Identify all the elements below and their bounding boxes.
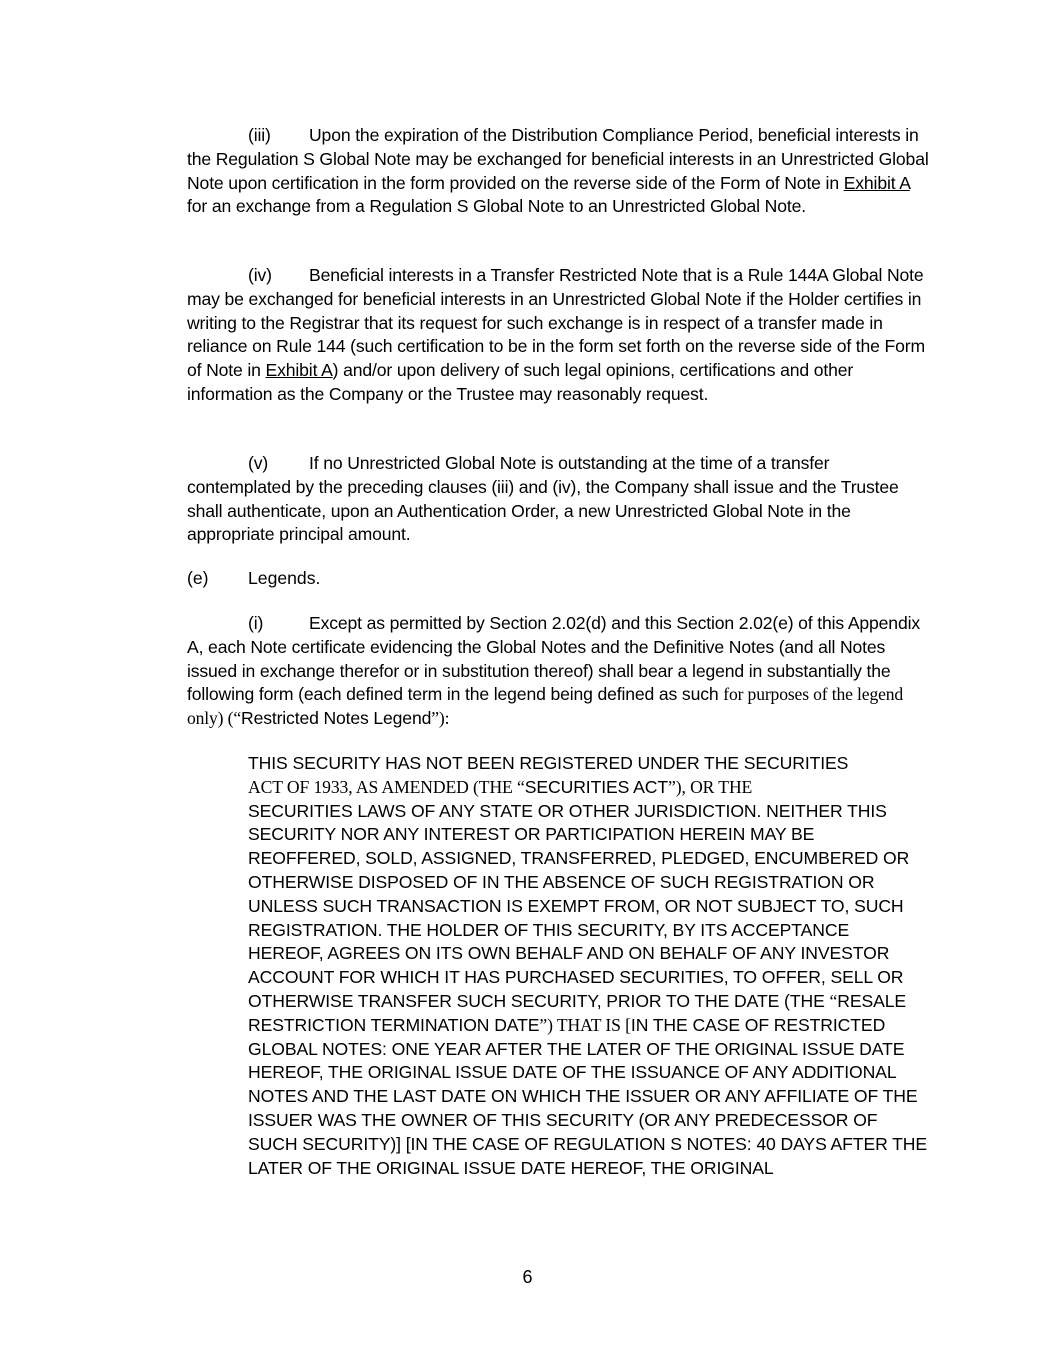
legend-line-2-serif-end: ”), OR THE bbox=[668, 776, 753, 797]
legend-line-2-serif: ACT OF 1933, AS AMENDED (THE “ bbox=[248, 776, 525, 797]
paragraph-iv-label: (iv) bbox=[248, 265, 272, 285]
exhibit-a-link[interactable]: Exhibit A bbox=[843, 172, 910, 193]
paragraph-i bbox=[187, 612, 932, 731]
section-e-title: Legends. bbox=[248, 568, 321, 588]
paragraph-iii bbox=[187, 124, 932, 219]
paragraph-iii-text-end: for an exchange from a Regulation S Global Note to an Unrestricted Global Note. bbox=[187, 196, 806, 217]
legend-body-text: SECURITIES LAWS OF ANY STATE OR OTHER JURISDICTION. NEITHER THIS SECURITY NOR ANY INTEREST OR PARTICIPATION HEREIN MAY BE REOFFERED, SOLD, ASSIGNED, TRANSFERRED, PLEDGED, ENCUMBERED OR OTHERWISE DISPOSED OF IN THE ABSENCE OF SUCH REGISTRATION OR UNLESS SUCH TRANSACTION IS EXEMPT FROM, OR NOT SUBJECT TO, SUCH REGISTRATION. THE HOLDER OF THIS SECURITY, BY ITS ACCEPTANCE HEREOF, AGREES ON ITS OWN BEHALF AND ON BEHALF OF ANY INVESTOR ACCOUNT FOR WHICH IT HAS PURCHASED SECURITIES, TO OFFER, SELL OR OTHERWISE TRANSFER SUCH SECURITY, PRIOR TO THE DATE (THE bbox=[248, 800, 910, 1011]
paragraph-i-serif-text: for purposes of the legend only) (“ bbox=[187, 684, 904, 729]
paragraph-iv-text-end: ) and/or upon delivery of such legal opinions, certifications and other information as the Company or the Trustee may reasonably request. bbox=[187, 360, 854, 404]
defined-term-restricted-notes-legend: Restricted Notes Legend bbox=[241, 708, 432, 729]
section-e-label: (e) bbox=[187, 568, 209, 588]
paragraph-v-label: (v) bbox=[248, 453, 269, 473]
legend-resale-rest: IN THE CASE OF RESTRICTED GLOBAL NOTES: ONE YEAR AFTER THE LATER OF THE ORIGINAL ISSUE DATE HEREOF, THE ORIGINAL ISSUE DATE OF THE ISSUANCE OF ANY ADDITIONAL NOTES AND THE LAST DATE ON WHICH THE ISSUER OR ANY AFFILIATE OF THE ISSUER WAS THE OWNER OF THIS SECURITY (OR ANY PREDECESSOR OF SUCH SECURITY)] [IN THE CASE OF REGULATION S NOTES: 40 DAYS AFTER THE LATER OF THE ORIGINAL ISSUE DATE HEREOF, THE ORIGINAL bbox=[248, 1014, 928, 1178]
legend-line-1: THIS SECURITY HAS NOT BEEN REGISTERED UNDER THE SECURITIES bbox=[248, 753, 849, 773]
paragraph-iv bbox=[187, 264, 932, 407]
defined-term-resale-restriction-termination-date: RESALE RESTRICTION TERMINATION DATE bbox=[248, 990, 907, 1035]
exhibit-a-link[interactable]: Exhibit A bbox=[265, 360, 333, 381]
legend-resale-close: ”) THAT IS [ bbox=[539, 1014, 631, 1035]
legend-body bbox=[248, 800, 928, 1181]
paragraph-iv-text: Beneficial interests in a Transfer Restricted Note that is a Rule 144A Global Note may be exchanged for beneficial interests in an Unrestricted Global Note if the Holder certifies in writing to the Registrar that its request for such exchange is in respect of a transfer made in reliance on Rule 144 (such certification to be in the form set forth on the reverse side of the Form of Note in bbox=[187, 265, 926, 381]
restricted-notes-legend bbox=[248, 752, 938, 1180]
paragraph-i-label: (i) bbox=[248, 613, 264, 633]
paragraph-i-close: ”): bbox=[431, 708, 450, 729]
section-e-heading bbox=[187, 567, 320, 591]
paragraph-i-text: Except as permitted by Section 2.02(d) and this Section 2.02(e) of this Appendix A, each Note certificate evidencing the Global Notes and the Definitive Notes (and all Notes issued in exchange therefor or in substitution thereof) shall bear a legend in substantially the following form (each defined term in the legend being defined as such bbox=[187, 613, 920, 705]
page-number: 6 bbox=[522, 1267, 533, 1287]
paragraph-v-text: If no Unrestricted Global Note is outstanding at the time of a transfer contemplated by the preceding clauses (iii) and (iv), the Company shall issue and the Trustee shall authenticate, upon an Authentication Order, a new Unrestricted Global Note in the appropriate principal amount. bbox=[187, 453, 899, 545]
legend-resale-open: “ bbox=[829, 990, 838, 1011]
legend-line-2 bbox=[248, 776, 938, 800]
paragraph-iii-text: Upon the expiration of the Distribution Compliance Period, beneficial interests in the Regulation S Global Note may be exchanged for beneficial interests in an Unrestricted Global Note upon certification in the form provided on the reverse side of the Form of Note in bbox=[187, 125, 929, 193]
defined-term-securities-act: SECURITIES ACT bbox=[524, 776, 669, 797]
paragraph-iii-label: (iii) bbox=[248, 125, 271, 145]
paragraph-v bbox=[187, 452, 932, 547]
